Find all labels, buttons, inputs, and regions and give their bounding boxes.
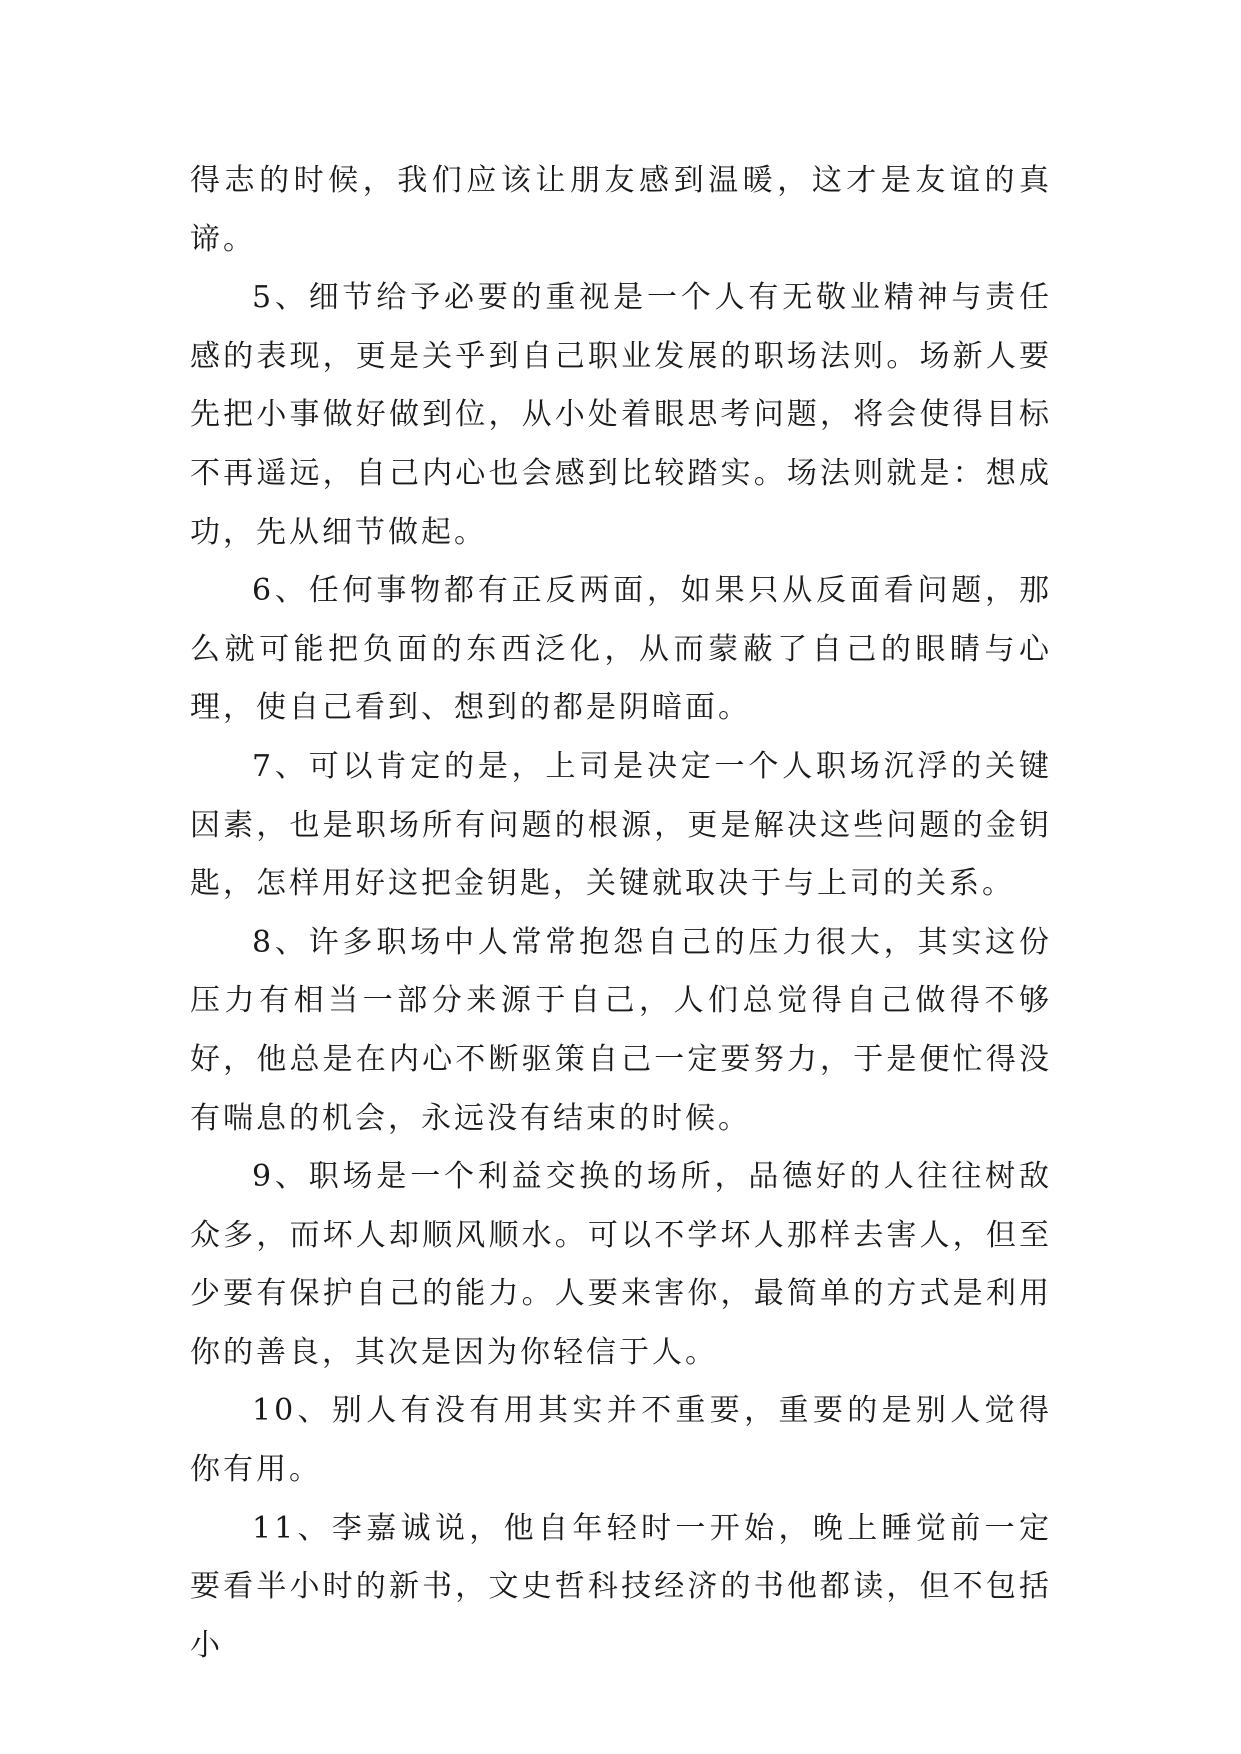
paragraph-item-6: 6、任何事物都有正反两面，如果只从反面看问题，那么就可能把负面的东西泛化，从而蒙蔽了自己的眼睛与心理，使自己看到、想到的都是阴暗面。: [190, 573, 1052, 726]
document-body: [190, 152, 1052, 1675]
paragraph-item-9: 9、职场是一个利益交换的场所，品德好的人往往树敌众多，而坏人却顺风顺水。可以不学坏人那样去害人，但至少要有保护自己的能力。人要来害你，最简单的方式是利用你的善良，其次是因为你轻信于人。: [190, 1159, 1052, 1370]
paragraph-item-5: 5、细节给予必要的重视是一个人有无敬业精神与责任感的表现，更是关乎到自己职业发展的职场法则。场新人要先把小事做好做到位，从小处着眼思考问题，将会使得目标不再遥远，自己内心也会感到比较踏实。场法则就是：想成功，先从细节做起。: [190, 280, 1052, 550]
paragraph-item-8: 8、许多职场中人常常抱怨自己的压力很大，其实这份压力有相当一部分来源于自己，人们总觉得自己做得不够好，他总是在内心不断驱策自己一定要努力，于是便忙得没有喘息的机会，永远没有结束的时候。: [190, 924, 1052, 1136]
paragraph-item-7: 7、可以肯定的是，上司是决定一个人职场沉浮的关键因素，也是职场所有问题的根源，更是解决这些问题的金钥匙，怎样用好这把金钥匙，关键就取决于与上司的关系。: [190, 748, 1052, 902]
paragraph-item-10: 10、别人有没有用其实并不重要，重要的是别人觉得你有用。: [190, 1393, 1052, 1488]
paragraph-item-11: 11、李嘉诚说，他自年轻时一开始，晚上睡觉前一定要看半小时的新书，文史哲科技经济的书他都读，但不包括小: [190, 1510, 1052, 1663]
paragraph-continuation: 得志的时候，我们应该让朋友感到温暖，这才是友谊的真谛。: [190, 163, 1052, 257]
